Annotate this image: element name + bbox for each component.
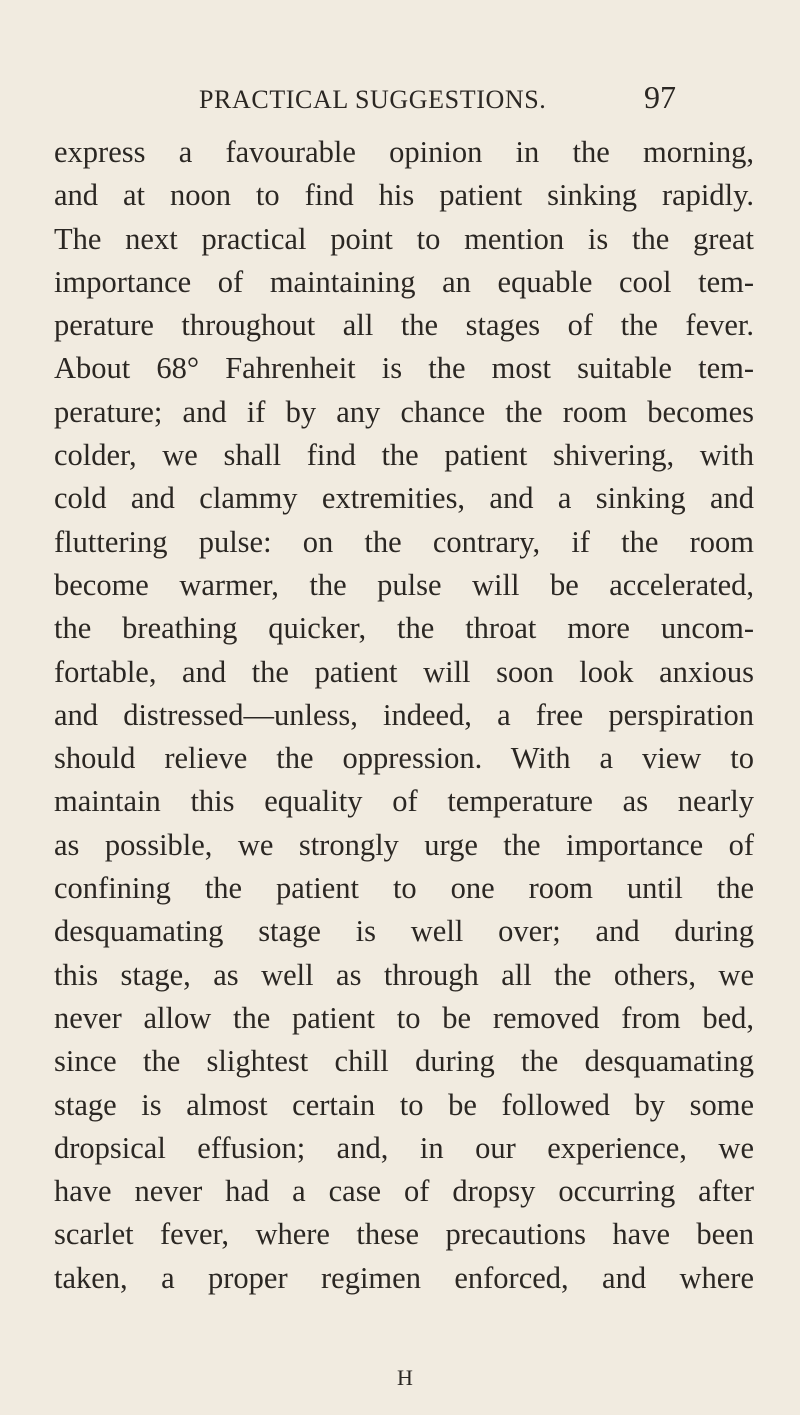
text-line: since the slightest chill during the desquamating — [54, 1044, 754, 1079]
text-line: desquamating stage is well over; and during — [54, 914, 754, 949]
text-line: dropsical effusion; and, in our experience, we — [54, 1130, 754, 1165]
signature-mark: H — [397, 1365, 414, 1390]
body-text — [54, 131, 754, 1300]
text-line: the breathing quicker, the throat more uncom- — [54, 611, 754, 646]
text-line: importance of maintaining an equable cool tem- — [54, 264, 754, 299]
text-line: and distressed—unless, indeed, a free perspiration — [54, 697, 754, 732]
text-line: perature throughout all the stages of the fever. — [54, 308, 754, 343]
text-line: scarlet fever, where these precautions have been — [54, 1217, 754, 1252]
text-line: have never had a case of dropsy occurring after — [54, 1174, 754, 1209]
text-line: this stage, as well as through all the others, we — [54, 957, 754, 992]
text-line: fluttering pulse: on the contrary, if the room — [54, 524, 754, 559]
text-line: become warmer, the pulse will be accelerated, — [54, 567, 754, 602]
text-line: should relieve the oppression. With a view to — [54, 741, 754, 776]
text-line: maintain this equality of temperature as nearly — [54, 784, 754, 819]
text-line: The next practical point to mention is the great — [54, 221, 754, 256]
text-line: confining the patient to one room until the — [54, 871, 754, 906]
text-line: fortable, and the patient will soon look anxious — [54, 654, 754, 689]
text-line: colder, we shall find the patient shivering, with — [54, 438, 754, 473]
text-line: never allow the patient to be removed from bed, — [54, 1000, 754, 1035]
page-number: 97 — [644, 79, 676, 115]
running-head: PRACTICAL SUGGESTIONS. — [199, 85, 547, 114]
text-line: About 68° Fahrenheit is the most suitable tem- — [54, 351, 754, 386]
text-line: taken, a proper regimen enforced, and where — [54, 1260, 754, 1295]
text-line: stage is almost certain to be followed by some — [54, 1087, 754, 1122]
text-line: and at noon to find his patient sinking rapidly. — [54, 178, 754, 213]
text-line: as possible, we strongly urge the importance of — [54, 827, 754, 862]
text-line: express a favourable opinion in the morning, — [54, 135, 754, 169]
text-line: cold and clammy extremities, and a sinking and — [54, 481, 754, 516]
text-line: perature; and if by any chance the room becomes — [54, 394, 754, 429]
